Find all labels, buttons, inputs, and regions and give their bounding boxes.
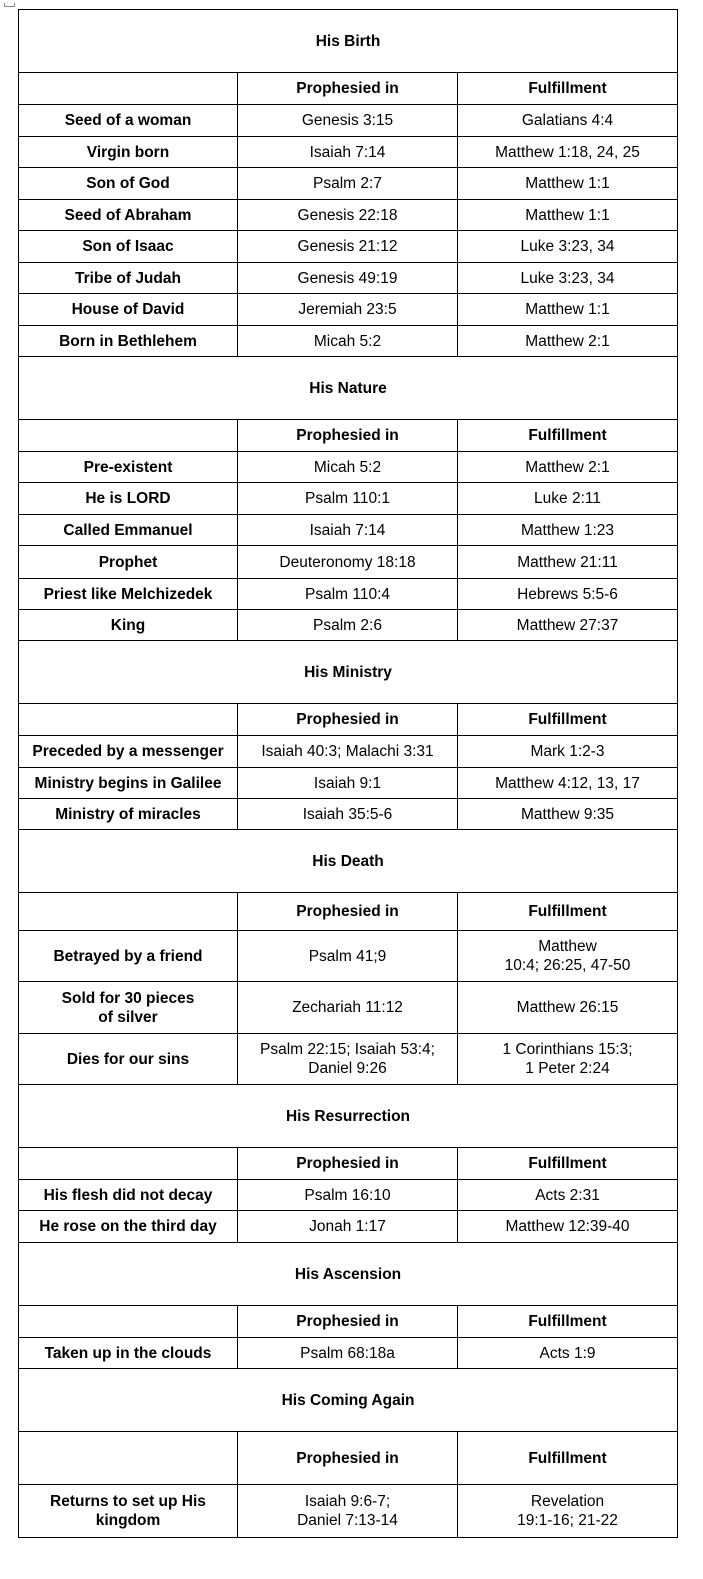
- event-cell: Returns to set up His kingdom: [19, 1485, 238, 1538]
- fulfillment-reference-cell: Matthew 26:15: [458, 982, 678, 1034]
- prophecy-reference-cell: Isaiah 7:14: [238, 137, 458, 168]
- section-title: His Ministry: [19, 641, 678, 704]
- event-cell: Sold for 30 pieces of silver: [19, 982, 238, 1034]
- table-row: [19, 326, 678, 357]
- table-row: [19, 610, 678, 641]
- table-row: [19, 546, 678, 579]
- prophecy-reference-cell: Psalm 110:4: [238, 579, 458, 610]
- header-empty-cell: [19, 73, 238, 105]
- event-cell: Seed of a woman: [19, 105, 238, 137]
- prophecy-reference-cell: Isaiah 7:14: [238, 515, 458, 546]
- event-cell: Betrayed by a friend: [19, 931, 238, 982]
- prophecy-reference-cell: Genesis 49:19: [238, 263, 458, 294]
- header-fulfillment: Fulfillment: [458, 1432, 678, 1485]
- header-fulfillment: Fulfillment: [458, 704, 678, 736]
- event-cell: Son of Isaac: [19, 231, 238, 263]
- prophecy-reference-cell: Genesis 3:15: [238, 105, 458, 137]
- prophecy-reference-cell: Micah 5:2: [238, 326, 458, 357]
- prophecy-reference-cell: Zechariah 11:12: [238, 982, 458, 1034]
- header-fulfillment: Fulfillment: [458, 420, 678, 452]
- column-header-row: [19, 1306, 678, 1338]
- event-cell: He is LORD: [19, 483, 238, 515]
- prophecy-reference-cell: Deuteronomy 18:18: [238, 546, 458, 579]
- table-row: [19, 579, 678, 610]
- table-row: [19, 168, 678, 200]
- column-header-row: [19, 893, 678, 931]
- section-title: His Death: [19, 830, 678, 893]
- event-cell: His flesh did not decay: [19, 1180, 238, 1211]
- column-header-row: [19, 420, 678, 452]
- header-empty-cell: [19, 420, 238, 452]
- header-empty-cell: [19, 1306, 238, 1338]
- event-cell: Born in Bethlehem: [19, 326, 238, 357]
- section-title-row-his-birth: [19, 10, 678, 73]
- fulfillment-reference-cell: Matthew 12:39-40: [458, 1211, 678, 1243]
- prophecy-reference-cell: Isaiah 35:5-6: [238, 799, 458, 830]
- table-row: [19, 1485, 678, 1538]
- fulfillment-reference-cell: Galatians 4:4: [458, 105, 678, 137]
- corner-crop-mark: [4, 3, 15, 7]
- column-header-row: [19, 1432, 678, 1485]
- event-cell: Pre-existent: [19, 452, 238, 483]
- table-row: [19, 1338, 678, 1369]
- section-title: His Ascension: [19, 1243, 678, 1306]
- table-row: [19, 294, 678, 326]
- section-title: His Resurrection: [19, 1085, 678, 1148]
- column-header-row: [19, 73, 678, 105]
- table-row: [19, 483, 678, 515]
- section-title-row-his-coming-again: [19, 1369, 678, 1432]
- table-row: [19, 452, 678, 483]
- header-empty-cell: [19, 1148, 238, 1180]
- table-row: [19, 515, 678, 546]
- header-fulfillment: Fulfillment: [458, 893, 678, 931]
- prophecy-reference-cell: Jeremiah 23:5: [238, 294, 458, 326]
- fulfillment-reference-cell: Matthew 1:1: [458, 168, 678, 200]
- fulfillment-reference-cell: Matthew 1:18, 24, 25: [458, 137, 678, 168]
- section-title-row-his-nature: [19, 357, 678, 420]
- header-prophesied-in: Prophesied in: [238, 1432, 458, 1485]
- prophecy-reference-cell: Psalm 110:1: [238, 483, 458, 515]
- event-cell: Tribe of Judah: [19, 263, 238, 294]
- fulfillment-reference-cell: Matthew 27:37: [458, 610, 678, 641]
- column-header-row: [19, 1148, 678, 1180]
- prophecy-reference-cell: Psalm 2:6: [238, 610, 458, 641]
- fulfillment-reference-cell: Luke 2:11: [458, 483, 678, 515]
- header-prophesied-in: Prophesied in: [238, 704, 458, 736]
- prophecy-reference-cell: Isaiah 40:3; Malachi 3:31: [238, 736, 458, 768]
- prophecy-reference-cell: Psalm 68:18a: [238, 1338, 458, 1369]
- table-row: [19, 1180, 678, 1211]
- section-title-row-his-ascension: [19, 1243, 678, 1306]
- fulfillment-reference-cell: Acts 2:31: [458, 1180, 678, 1211]
- event-cell: Ministry begins in Galilee: [19, 768, 238, 799]
- prophecy-reference-cell: Psalm 16:10: [238, 1180, 458, 1211]
- fulfillment-reference-cell: Luke 3:23, 34: [458, 231, 678, 263]
- prophecy-reference-cell: Psalm 41;9: [238, 931, 458, 982]
- table-row: [19, 768, 678, 799]
- prophecy-reference-cell: Psalm 2:7: [238, 168, 458, 200]
- fulfillment-reference-cell: Revelation 19:1-16; 21-22: [458, 1485, 678, 1538]
- fulfillment-reference-cell: Matthew 1:1: [458, 200, 678, 231]
- table-row: [19, 1034, 678, 1085]
- fulfillment-reference-cell: Matthew 2:1: [458, 452, 678, 483]
- section-title: His Birth: [19, 10, 678, 73]
- event-cell: Seed of Abraham: [19, 200, 238, 231]
- header-prophesied-in: Prophesied in: [238, 73, 458, 105]
- event-cell: Called Emmanuel: [19, 515, 238, 546]
- event-cell: Dies for our sins: [19, 1034, 238, 1085]
- header-fulfillment: Fulfillment: [458, 1148, 678, 1180]
- fulfillment-reference-cell: Matthew 2:1: [458, 326, 678, 357]
- header-prophesied-in: Prophesied in: [238, 1306, 458, 1338]
- fulfillment-reference-cell: Matthew 4:12, 13, 17: [458, 768, 678, 799]
- fulfillment-reference-cell: 1 Corinthians 15:3; 1 Peter 2:24: [458, 1034, 678, 1085]
- table-row: [19, 263, 678, 294]
- section-title: His Nature: [19, 357, 678, 420]
- event-cell: House of David: [19, 294, 238, 326]
- event-cell: Priest like Melchizedek: [19, 579, 238, 610]
- event-cell: Prophet: [19, 546, 238, 579]
- fulfillment-reference-cell: Matthew 9:35: [458, 799, 678, 830]
- event-cell: Ministry of miracles: [19, 799, 238, 830]
- fulfillment-reference-cell: Mark 1:2-3: [458, 736, 678, 768]
- section-title-row-his-resurrection: [19, 1085, 678, 1148]
- prophecy-reference-cell: Isaiah 9:1: [238, 768, 458, 799]
- fulfillment-reference-cell: Matthew 1:23: [458, 515, 678, 546]
- table-row: [19, 1211, 678, 1243]
- table-row: [19, 231, 678, 263]
- prophecy-reference-cell: Micah 5:2: [238, 452, 458, 483]
- header-prophesied-in: Prophesied in: [238, 1148, 458, 1180]
- prophecy-table: [18, 9, 678, 1538]
- prophecy-reference-cell: Psalm 22:15; Isaiah 53:4; Daniel 9:26: [238, 1034, 458, 1085]
- event-cell: Virgin born: [19, 137, 238, 168]
- table-row: [19, 736, 678, 768]
- table-row: [19, 982, 678, 1034]
- event-cell: Son of God: [19, 168, 238, 200]
- event-cell: Taken up in the clouds: [19, 1338, 238, 1369]
- table-row: [19, 799, 678, 830]
- column-header-row: [19, 704, 678, 736]
- table-row: [19, 137, 678, 168]
- header-prophesied-in: Prophesied in: [238, 420, 458, 452]
- prophecy-reference-cell: Isaiah 9:6-7; Daniel 7:13-14: [238, 1485, 458, 1538]
- section-title: His Coming Again: [19, 1369, 678, 1432]
- event-cell: King: [19, 610, 238, 641]
- fulfillment-reference-cell: Acts 1:9: [458, 1338, 678, 1369]
- header-fulfillment: Fulfillment: [458, 73, 678, 105]
- table-row: [19, 200, 678, 231]
- event-cell: He rose on the third day: [19, 1211, 238, 1243]
- section-title-row-his-death: [19, 830, 678, 893]
- prophecy-document: [18, 9, 677, 1538]
- prophecy-reference-cell: Genesis 22:18: [238, 200, 458, 231]
- header-empty-cell: [19, 893, 238, 931]
- header-prophesied-in: Prophesied in: [238, 893, 458, 931]
- header-empty-cell: [19, 704, 238, 736]
- prophecy-reference-cell: Genesis 21:12: [238, 231, 458, 263]
- table-row: [19, 105, 678, 137]
- section-title-row-his-ministry: [19, 641, 678, 704]
- header-empty-cell: [19, 1432, 238, 1485]
- fulfillment-reference-cell: Matthew 1:1: [458, 294, 678, 326]
- fulfillment-reference-cell: Matthew 10:4; 26:25, 47-50: [458, 931, 678, 982]
- table-row: [19, 931, 678, 982]
- fulfillment-reference-cell: Matthew 21:11: [458, 546, 678, 579]
- event-cell: Preceded by a messenger: [19, 736, 238, 768]
- fulfillment-reference-cell: Luke 3:23, 34: [458, 263, 678, 294]
- fulfillment-reference-cell: Hebrews 5:5-6: [458, 579, 678, 610]
- prophecy-reference-cell: Jonah 1:17: [238, 1211, 458, 1243]
- header-fulfillment: Fulfillment: [458, 1306, 678, 1338]
